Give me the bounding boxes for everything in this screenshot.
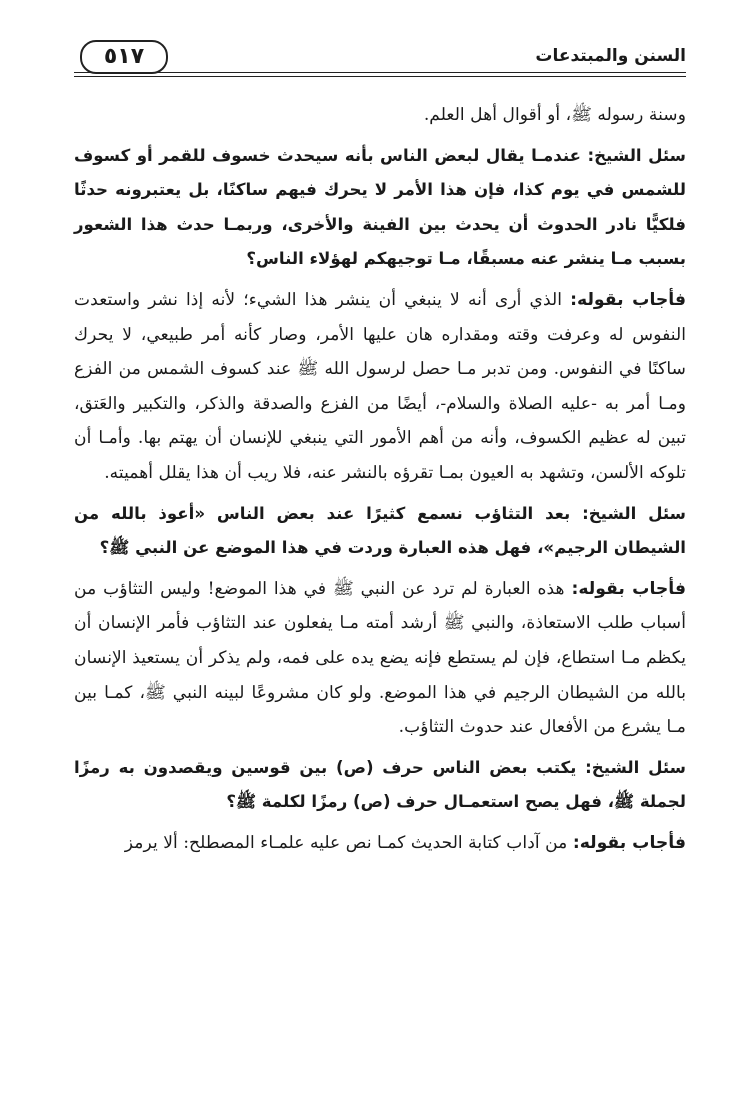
answer-lead: فأجاب بقوله: — [570, 289, 686, 310]
answer-text: هذه العبارة لم ترد عن النبي ﷺ في هذا الموضع! وليس التثاؤب من أسباب طلب الاستعاذة، والنبي ﷺ أرشد أمته مـا يفعلون عند التثاؤب فأمر الإنسان أن يكظم مـا استطاع، فإن لم يستطع فإنه يضع يده على فمه، ولم يذكر أن يستعيذ الإنسان بالله من الشيطان الرجيم في هذا الموضع. ولو كان مشروعًا لبينه النبي ﷺ، كمـا بين مـا يشرع من الأفعال عند حدوث التثاؤب. — [74, 578, 686, 738]
header-rule — [74, 72, 686, 73]
answer-text: من آداب كتابة الحديث كمـا نص عليه علمـاء المصطلح: ألا يرمز — [124, 832, 573, 853]
answer-text: الذي أرى أنه لا ينبغي أن ينشر هذا الشيء؛ لأنه إذا نشر واستعدت النفوس له وعرفت وقته ومقداره هان عليها الأمر، وصار كأنه أمر طبيعي، لا يحرك ساكنًا في النفوس. ومن تدبر مـا حصل لرسول الله ﷺ عند كسوف الشمس من الفزع ومـا أمر به -عليه الصلاة والسلام-، أيضًا من الفزع والصدقة والذكر، والتكبير والعَتق، تبين له عظيم الكسوف، وأنه من أهم الأمور التي ينبغي للإنسان أن يهتم بها. وأمـا أن تلوكه الألسن، وتشهد به العيون بمـا تقرؤه بالنشر عنه، فلا ريب أن هذا يقلل أهميته. — [74, 289, 686, 483]
question-yawning: سئل الشيخ: بعد التثاؤب نسمع كثيرًا عند بعض الناس «أعوذ بالله من الشيطان الرجيم»، فهل هذه العبارة وردت في هذا الموضع عن النبي ﷺ؟ — [74, 503, 686, 558]
page-header — [74, 38, 686, 82]
answer-lead: فأجاب بقوله: — [571, 578, 687, 599]
answer-lead: فأجاب بقوله: — [572, 832, 686, 853]
running-title: السنن والمبتدعات — [527, 42, 686, 70]
question-abbreviation: سئل الشيخ: يكتب بعض الناس حرف (ص) بين قوسين ويقصدون به رمزًا لجملة ﷺ، فهل يصح استعمـال حرف (ص) رمزًا لكلمة ﷺ؟ — [74, 757, 686, 812]
answer-yawning — [74, 572, 686, 745]
page-body — [74, 98, 686, 866]
answer-eclipse — [74, 283, 686, 491]
question-eclipse: سئل الشيخ: عندمـا يقال لبعض الناس بأنه سيحدث خسوف للقمر أو كسوف للشمس في يوم كذا، فإن هذا الأمر لا يحرك فيهم ساكنًا، بل يعتبرونه حدثًا فلكيًّا نادر الحدوث أن يحدث بين الفينة والأخرى، وربمـا حدث هذا الشعور بسبب مـا ينشر عنه مسبقًا، مـا توجيهكم لهؤلاء الناس؟ — [74, 145, 686, 269]
paragraph-continuation: وسنة رسوله ﷺ، أو أقوال أهل العلم. — [423, 105, 686, 125]
header-rule-thin — [74, 76, 686, 77]
page-number: ٥١٧ — [80, 40, 168, 74]
answer-abbreviation — [74, 826, 686, 861]
